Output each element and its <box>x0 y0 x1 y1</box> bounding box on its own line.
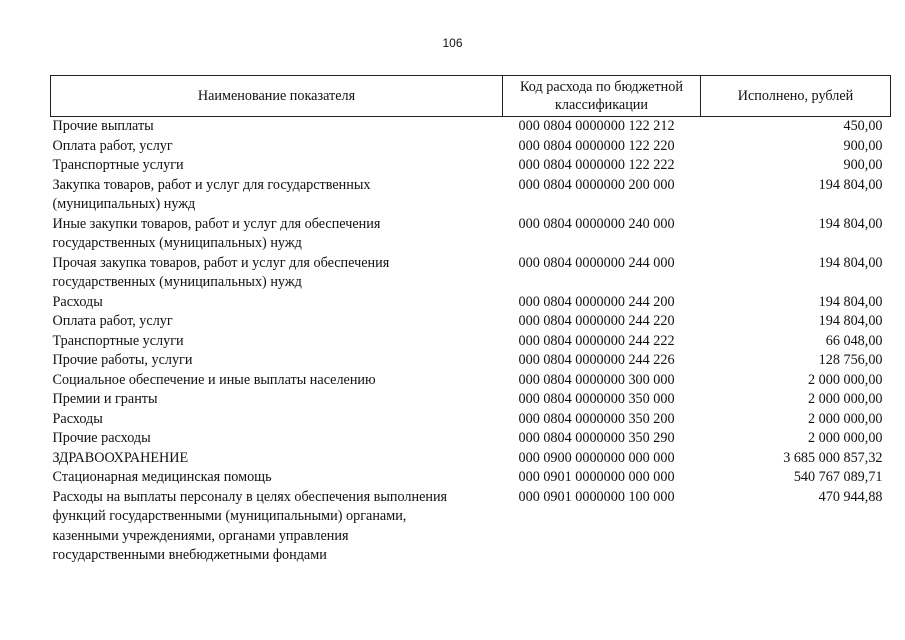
table-row <box>51 137 891 157</box>
executed-amount-cell: 194 804,00 <box>818 313 883 329</box>
indicator-name-line: Расходы на выплаты персоналу в целях обеспечения выполнения <box>52 488 448 505</box>
table-row <box>51 176 891 215</box>
budget-code-cell: 000 0804 0000000 122 220 <box>518 137 675 154</box>
budget-code-cell: 000 0804 0000000 122 212 <box>518 118 675 134</box>
budget-code-cell: 000 0804 0000000 350 000 <box>518 391 675 407</box>
indicator-name-cell <box>51 468 503 488</box>
table-row <box>51 449 891 469</box>
indicator-name-cell <box>51 312 503 332</box>
table-row <box>51 390 891 410</box>
executed-amount-cell: 194 804,00 <box>818 293 883 310</box>
indicator-name-line: Оплата работ, услуг <box>52 313 173 329</box>
executed-amount-cell: 2 000 000,00 <box>808 430 883 446</box>
indicator-name-line: государственными внебюджетными фондами <box>52 547 327 563</box>
indicator-name-cell <box>51 332 503 352</box>
table-row <box>51 468 891 488</box>
table-row <box>51 371 891 391</box>
indicator-name-cell <box>51 488 503 566</box>
budget-code-cell: 000 0804 0000000 244 200 <box>518 293 675 310</box>
budget-code-cell: 000 0804 0000000 350 200 <box>518 410 675 427</box>
indicator-name-line: Премии и гранты <box>52 391 158 407</box>
table-row <box>51 332 891 352</box>
budget-code-cell: 000 0900 0000000 000 000 <box>518 449 675 466</box>
table-row <box>51 293 891 313</box>
budget-code-cell: 000 0804 0000000 350 290 <box>518 430 675 446</box>
indicator-name-cell <box>51 215 503 254</box>
budget-code-cell: 000 0804 0000000 244 220 <box>518 313 675 329</box>
indicator-name-cell <box>51 429 503 449</box>
table-row <box>51 312 891 332</box>
indicator-name-line: Расходы <box>52 410 103 427</box>
table-row <box>51 215 891 254</box>
indicator-name-line: Расходы <box>52 293 103 310</box>
table-row <box>51 117 891 137</box>
indicator-name-line: казенными учреждениями, органами управления <box>52 527 349 544</box>
budget-code-cell: 000 0804 0000000 244 226 <box>518 352 675 368</box>
executed-amount-cell: 66 048,00 <box>825 332 883 349</box>
indicator-name-line: Иные закупки товаров, работ и услуг для обеспечения <box>52 215 381 232</box>
executed-amount-cell: 450,00 <box>843 118 883 134</box>
header-indicator-name: Наименование показателя <box>51 76 503 117</box>
header-budget-code: Код расхода по бюджетной классификации <box>503 76 701 117</box>
indicator-name-line: Прочие выплаты <box>52 118 154 134</box>
indicator-name-line: (муниципальных) нужд <box>52 196 196 212</box>
page-number: 106 <box>442 36 463 50</box>
indicator-name-line: государственных (муниципальных) нужд <box>52 235 302 251</box>
budget-execution-table <box>50 75 891 566</box>
table-row <box>51 156 891 176</box>
budget-code-cell: 000 0804 0000000 244 222 <box>518 332 675 349</box>
executed-amount-cell: 128 756,00 <box>818 352 883 368</box>
indicator-name-line: Прочие расходы <box>52 430 151 446</box>
indicator-name-line: Прочие работы, услуги <box>52 352 193 368</box>
indicator-name-line: Прочая закупка товаров, работ и услуг для обеспечения <box>52 254 390 271</box>
table-row <box>51 254 891 293</box>
indicator-name-line: Транспортные услуги <box>52 332 184 349</box>
indicator-name-cell <box>51 410 503 430</box>
indicator-name-cell <box>51 254 503 293</box>
budget-code-cell: 000 0804 0000000 122 222 <box>518 157 675 173</box>
executed-amount-cell: 194 804,00 <box>818 215 883 232</box>
table-row <box>51 351 891 371</box>
executed-amount-cell: 900,00 <box>843 157 883 173</box>
table-header <box>51 76 891 117</box>
indicator-name-cell <box>51 156 503 176</box>
indicator-name-line: Закупка товаров, работ и услуг для государственных <box>52 176 371 193</box>
budget-code-cell: 000 0901 0000000 000 000 <box>518 469 675 485</box>
header-row <box>51 76 891 117</box>
executed-amount-cell: 470 944,88 <box>818 488 883 505</box>
table-row <box>51 429 891 449</box>
indicator-name-line: государственных (муниципальных) нужд <box>52 274 302 290</box>
indicator-name-cell <box>51 137 503 157</box>
table-row <box>51 410 891 430</box>
indicator-name-line: Стационарная медицинская помощь <box>52 469 272 485</box>
budget-code-cell: 000 0804 0000000 244 000 <box>518 254 675 271</box>
table-body <box>51 117 891 566</box>
executed-amount-cell: 2 000 000,00 <box>808 371 883 388</box>
executed-amount-cell: 540 767 089,71 <box>793 469 883 485</box>
indicator-name-cell <box>51 293 503 313</box>
indicator-name-cell <box>51 117 503 137</box>
header-executed-amount: Исполнено, рублей <box>701 76 891 117</box>
indicator-name-cell <box>51 176 503 215</box>
budget-code-cell: 000 0804 0000000 200 000 <box>518 176 675 193</box>
indicator-name-line: ЗДРАВООХРАНЕНИЕ <box>52 449 189 466</box>
executed-amount-cell: 2 000 000,00 <box>808 391 883 407</box>
budget-code-cell: 000 0804 0000000 300 000 <box>518 371 675 388</box>
indicator-name-cell <box>51 449 503 469</box>
executed-amount-cell: 2 000 000,00 <box>808 410 883 427</box>
table-row <box>51 488 891 566</box>
indicator-name-line: Транспортные услуги <box>52 157 184 173</box>
executed-amount-cell: 900,00 <box>843 137 883 154</box>
indicator-name-cell <box>51 390 503 410</box>
indicator-name-line: Социальное обеспечение и иные выплаты населению <box>52 371 376 388</box>
executed-amount-cell: 194 804,00 <box>818 254 883 271</box>
executed-amount-cell: 194 804,00 <box>818 176 883 193</box>
budget-code-cell: 000 0804 0000000 240 000 <box>518 215 675 232</box>
indicator-name-line: Оплата работ, услуг <box>52 137 173 154</box>
executed-amount-cell: 3 685 000 857,32 <box>783 449 883 466</box>
indicator-name-cell <box>51 371 503 391</box>
indicator-name-cell <box>51 351 503 371</box>
indicator-name-line: функций государственными (муниципальными) органами, <box>52 508 407 524</box>
budget-code-cell: 000 0901 0000000 100 000 <box>518 488 675 505</box>
